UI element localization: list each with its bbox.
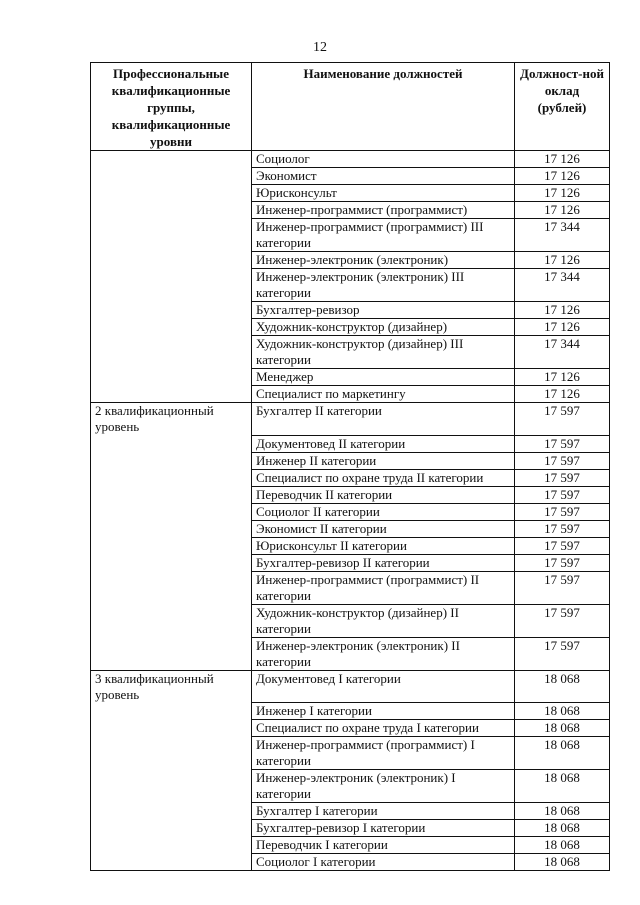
group-cell [91,336,252,369]
page-number: 12 [313,40,327,55]
position-cell: Инженер-электроник (электроник) II категории [252,637,515,670]
position-cell: Менеджер [252,369,515,386]
salary-cell: 18 068 [515,737,610,770]
position-cell: Инженер-программист (программист) I категории [252,737,515,770]
salary-cell: 17 126 [515,302,610,319]
group-cell [91,369,252,386]
table-row [91,151,610,168]
table-row [91,185,610,202]
salary-cell: 18 068 [515,720,610,737]
group-cell: 3 квалификационный уровень [91,670,252,703]
group-cell [91,803,252,820]
salary-cell: 17 597 [515,537,610,554]
position-cell: Специалист по охране труда II категории [252,469,515,486]
position-cell: Бухгалтер-ревизор [252,302,515,319]
position-cell: Экономист II категории [252,520,515,537]
group-cell [91,486,252,503]
table-row [91,637,610,670]
salary-cell: 17 597 [515,554,610,571]
table-row [91,803,610,820]
table-row [91,837,610,854]
group-cell [91,202,252,219]
group-cell [91,252,252,269]
position-cell: Социолог II категории [252,503,515,520]
salary-cell: 18 068 [515,803,610,820]
table-row [91,269,610,302]
salary-cell: 17 126 [515,185,610,202]
table-row [91,202,610,219]
salary-cell: 17 126 [515,252,610,269]
group-cell [91,820,252,837]
salary-cell: 17 597 [515,403,610,436]
table-row [91,503,610,520]
group-cell [91,703,252,720]
salary-cell: 17 126 [515,168,610,185]
position-cell: Специалист по маркетингу [252,386,515,403]
table-row [91,604,610,637]
position-cell: Инженер-электроник (электроник) I категории [252,770,515,803]
salary-cell: 17 597 [515,503,610,520]
position-cell: Социолог I категории [252,854,515,871]
position-cell: Инженер-программист (программист) III категории [252,219,515,252]
salary-cell: 18 068 [515,820,610,837]
table-row [91,386,610,403]
position-cell: Инженер-электроник (электроник) [252,252,515,269]
table-row [91,537,610,554]
salary-cell: 17 126 [515,386,610,403]
position-cell: Инженер-программист (программист) [252,202,515,219]
table-row [91,319,610,336]
table-row [91,571,610,604]
salary-cell: 17 126 [515,369,610,386]
salary-cell: 17 126 [515,151,610,168]
group-cell [91,269,252,302]
position-cell: Художник-конструктор (дизайнер) II категории [252,604,515,637]
position-cell: Бухгалтер-ревизор I категории [252,820,515,837]
group-cell [91,604,252,637]
table-header-row [91,63,610,151]
salary-table [90,62,610,871]
table-row [91,435,610,452]
table-row [91,403,610,436]
table-row [91,302,610,319]
table-row [91,336,610,369]
salary-cell: 17 597 [515,435,610,452]
table-row [91,737,610,770]
group-cell [91,452,252,469]
group-cell [91,571,252,604]
table-row [91,670,610,703]
position-cell: Бухгалтер II категории [252,403,515,436]
header-group: Профессиональные квалификационные группы, квалификационные уровни [91,63,252,151]
position-cell: Инженер II категории [252,452,515,469]
table-row [91,252,610,269]
position-cell: Социолог [252,151,515,168]
salary-cell: 18 068 [515,854,610,871]
salary-cell: 17 126 [515,319,610,336]
position-cell: Специалист по охране труда I категории [252,720,515,737]
group-cell [91,151,252,168]
salary-cell: 18 068 [515,703,610,720]
group-cell [91,435,252,452]
group-cell [91,537,252,554]
salary-cell: 18 068 [515,837,610,854]
salary-cell: 17 597 [515,571,610,604]
table-row [91,770,610,803]
salary-cell: 17 597 [515,520,610,537]
group-cell [91,770,252,803]
position-cell: Юрисконсульт [252,185,515,202]
position-cell: Переводчик I категории [252,837,515,854]
salary-cell: 17 344 [515,336,610,369]
group-cell [91,554,252,571]
table-body [91,151,610,871]
group-cell [91,319,252,336]
group-cell [91,219,252,252]
group-cell [91,302,252,319]
position-cell: Переводчик II категории [252,486,515,503]
group-cell [91,737,252,770]
group-cell [91,168,252,185]
salary-cell: 17 344 [515,269,610,302]
position-cell: Инженер I категории [252,703,515,720]
table-row [91,820,610,837]
table-row [91,520,610,537]
table-row [91,703,610,720]
table-row [91,554,610,571]
position-cell: Документовед I категории [252,670,515,703]
position-cell: Художник-конструктор (дизайнер) III категории [252,336,515,369]
salary-cell: 17 597 [515,486,610,503]
group-cell [91,386,252,403]
position-cell: Художник-конструктор (дизайнер) [252,319,515,336]
table-row [91,452,610,469]
position-cell: Бухгалтер I категории [252,803,515,820]
salary-cell: 18 068 [515,770,610,803]
table-row [91,854,610,871]
salary-cell: 17 597 [515,469,610,486]
position-cell: Документовед II категории [252,435,515,452]
salary-cell: 18 068 [515,670,610,703]
table-row [91,168,610,185]
group-cell [91,637,252,670]
position-cell: Инженер-электроник (электроник) III категории [252,269,515,302]
salary-cell: 17 597 [515,452,610,469]
position-cell: Экономист [252,168,515,185]
group-cell [91,720,252,737]
salary-cell: 17 597 [515,604,610,637]
table-row [91,720,610,737]
group-cell [91,520,252,537]
position-cell: Инженер-программист (программист) II категории [252,571,515,604]
table-row [91,369,610,386]
salary-cell: 17 597 [515,637,610,670]
group-cell [91,503,252,520]
group-cell: 2 квалификационный уровень [91,403,252,436]
position-cell: Юрисконсульт II категории [252,537,515,554]
header-position: Наименование должностей [252,63,515,151]
salary-cell: 17 126 [515,202,610,219]
group-cell [91,469,252,486]
group-cell [91,837,252,854]
header-salary: Должност-ной оклад (рублей) [515,63,610,151]
group-cell [91,185,252,202]
position-cell: Бухгалтер-ревизор II категории [252,554,515,571]
table-row [91,219,610,252]
table-row [91,486,610,503]
group-cell [91,854,252,871]
salary-cell: 17 344 [515,219,610,252]
table-row [91,469,610,486]
